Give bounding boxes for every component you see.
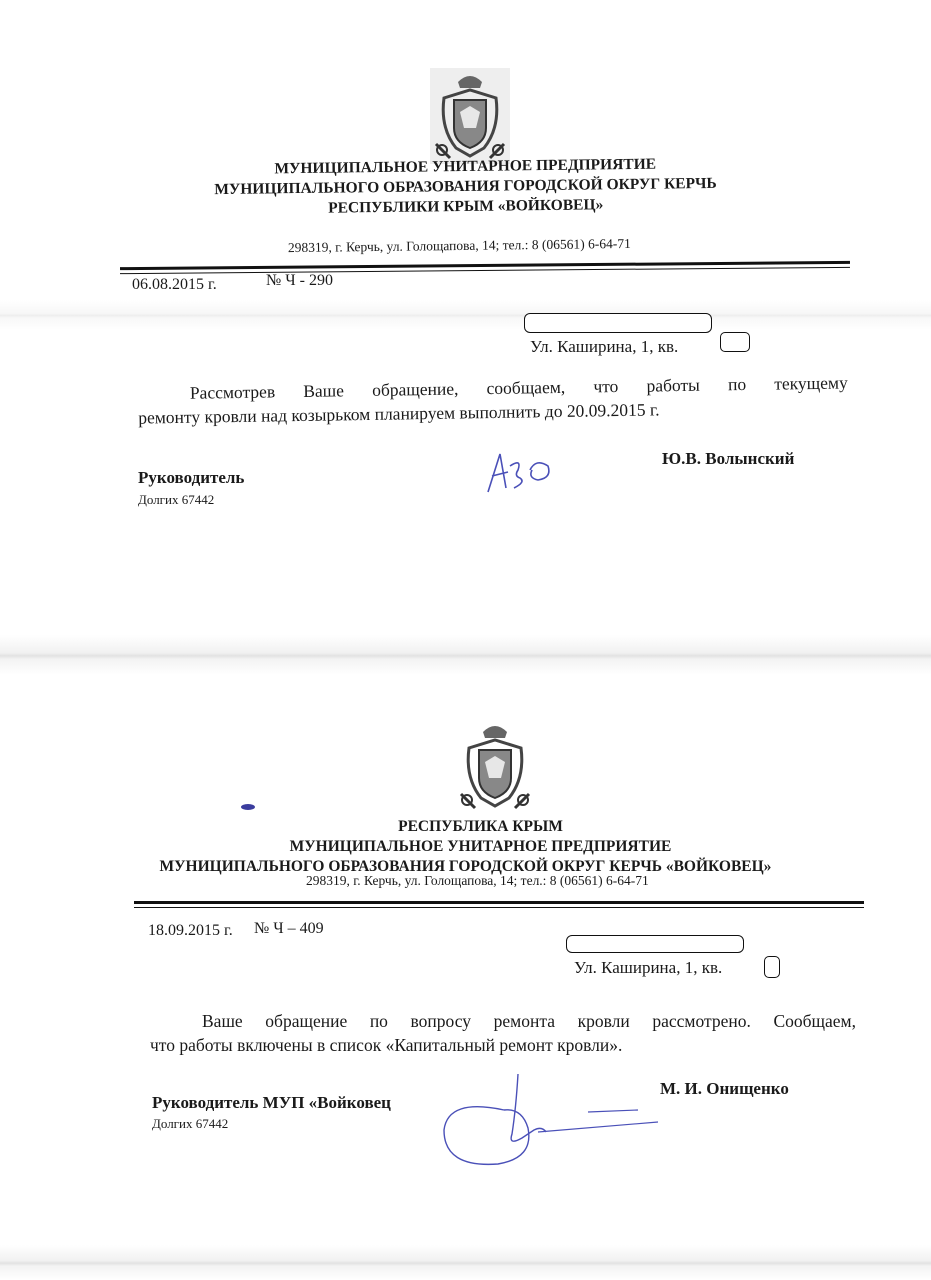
letter-number: № Ч – 409 xyxy=(254,920,324,937)
coat-of-arms-icon xyxy=(455,718,535,814)
header-divider xyxy=(134,907,864,908)
body-text-line: что работы включены в список «Капитальный ремонт кровли». xyxy=(150,1035,623,1055)
paper-fold xyxy=(0,300,931,330)
letter-date: 06.08.2015 г. xyxy=(132,276,217,293)
redaction-box xyxy=(524,313,712,333)
body-text-line: Рассмотрев Ваше обращение, сообщаем, что работы по текущему xyxy=(189,372,848,403)
coat-of-arms-icon xyxy=(430,68,510,164)
redaction-box xyxy=(720,332,750,352)
letter-number: № Ч - 290 xyxy=(266,272,333,289)
paper-fold xyxy=(0,1245,931,1280)
org-name-line: РЕСПУБЛИКА КРЫМ xyxy=(398,818,563,835)
org-address: 298319, г. Керчь, ул. Голощапова, 14; тел.: 8 (06561) 6-64-71 xyxy=(287,235,631,256)
org-name-line: МУНИЦИПАЛЬНОГО ОБРАЗОВАНИЯ ГОРОДСКОЙ ОКРУГ КЕРЧЬ «ВОЙКОВЕЦ» xyxy=(159,858,772,875)
org-name-line: МУНИЦИПАЛЬНОЕ УНИТАРНОЕ ПРЕДПРИЯТИЕ xyxy=(274,155,657,178)
signer-name: М. И. Онищенко xyxy=(660,1079,789,1098)
org-address: 298319, г. Керчь, ул. Голощапова, 14; тел.: 8 (06561) 6-64-71 xyxy=(306,873,649,888)
handwritten-signature xyxy=(438,1068,668,1172)
ink-blot xyxy=(238,800,258,814)
signer-position: Руководитель xyxy=(138,468,245,487)
letter-date: 18.09.2015 г. xyxy=(148,922,233,939)
recipient-address: Ул. Каширина, 1, кв. xyxy=(530,337,679,356)
redaction-box xyxy=(566,935,744,953)
recipient-address: Ул. Каширина, 1, кв. xyxy=(574,958,723,977)
signer-name: Ю.В. Волынский xyxy=(662,449,795,468)
signer-position: Руководитель МУП «Войковец xyxy=(152,1093,391,1112)
body-text-line: Ваше обращение по вопросу ремонта кровли рассмотрено. Сообщаем, xyxy=(202,1011,856,1031)
org-name-line: МУНИЦИПАЛЬНОГО ОБРАЗОВАНИЯ ГОРОДСКОЙ ОКРУГ КЕРЧЬ xyxy=(214,174,717,199)
paper-fold xyxy=(0,635,931,675)
redaction-box xyxy=(764,956,780,978)
header-divider xyxy=(134,901,864,904)
org-name-line: РЕСПУБЛИКИ КРЫМ «ВОЙКОВЕЦ» xyxy=(328,196,604,217)
body-text-line: ремонту кровли над козырьком планируем выполнить до 20.09.2015 г. xyxy=(138,399,660,428)
executor-info: Долгих 67442 xyxy=(138,492,215,507)
handwritten-signature xyxy=(478,448,558,496)
org-name-line: МУНИЦИПАЛЬНОЕ УНИТАРНОЕ ПРЕДПРИЯТИЕ xyxy=(289,838,672,855)
executor-info: Долгих 67442 xyxy=(152,1116,229,1131)
